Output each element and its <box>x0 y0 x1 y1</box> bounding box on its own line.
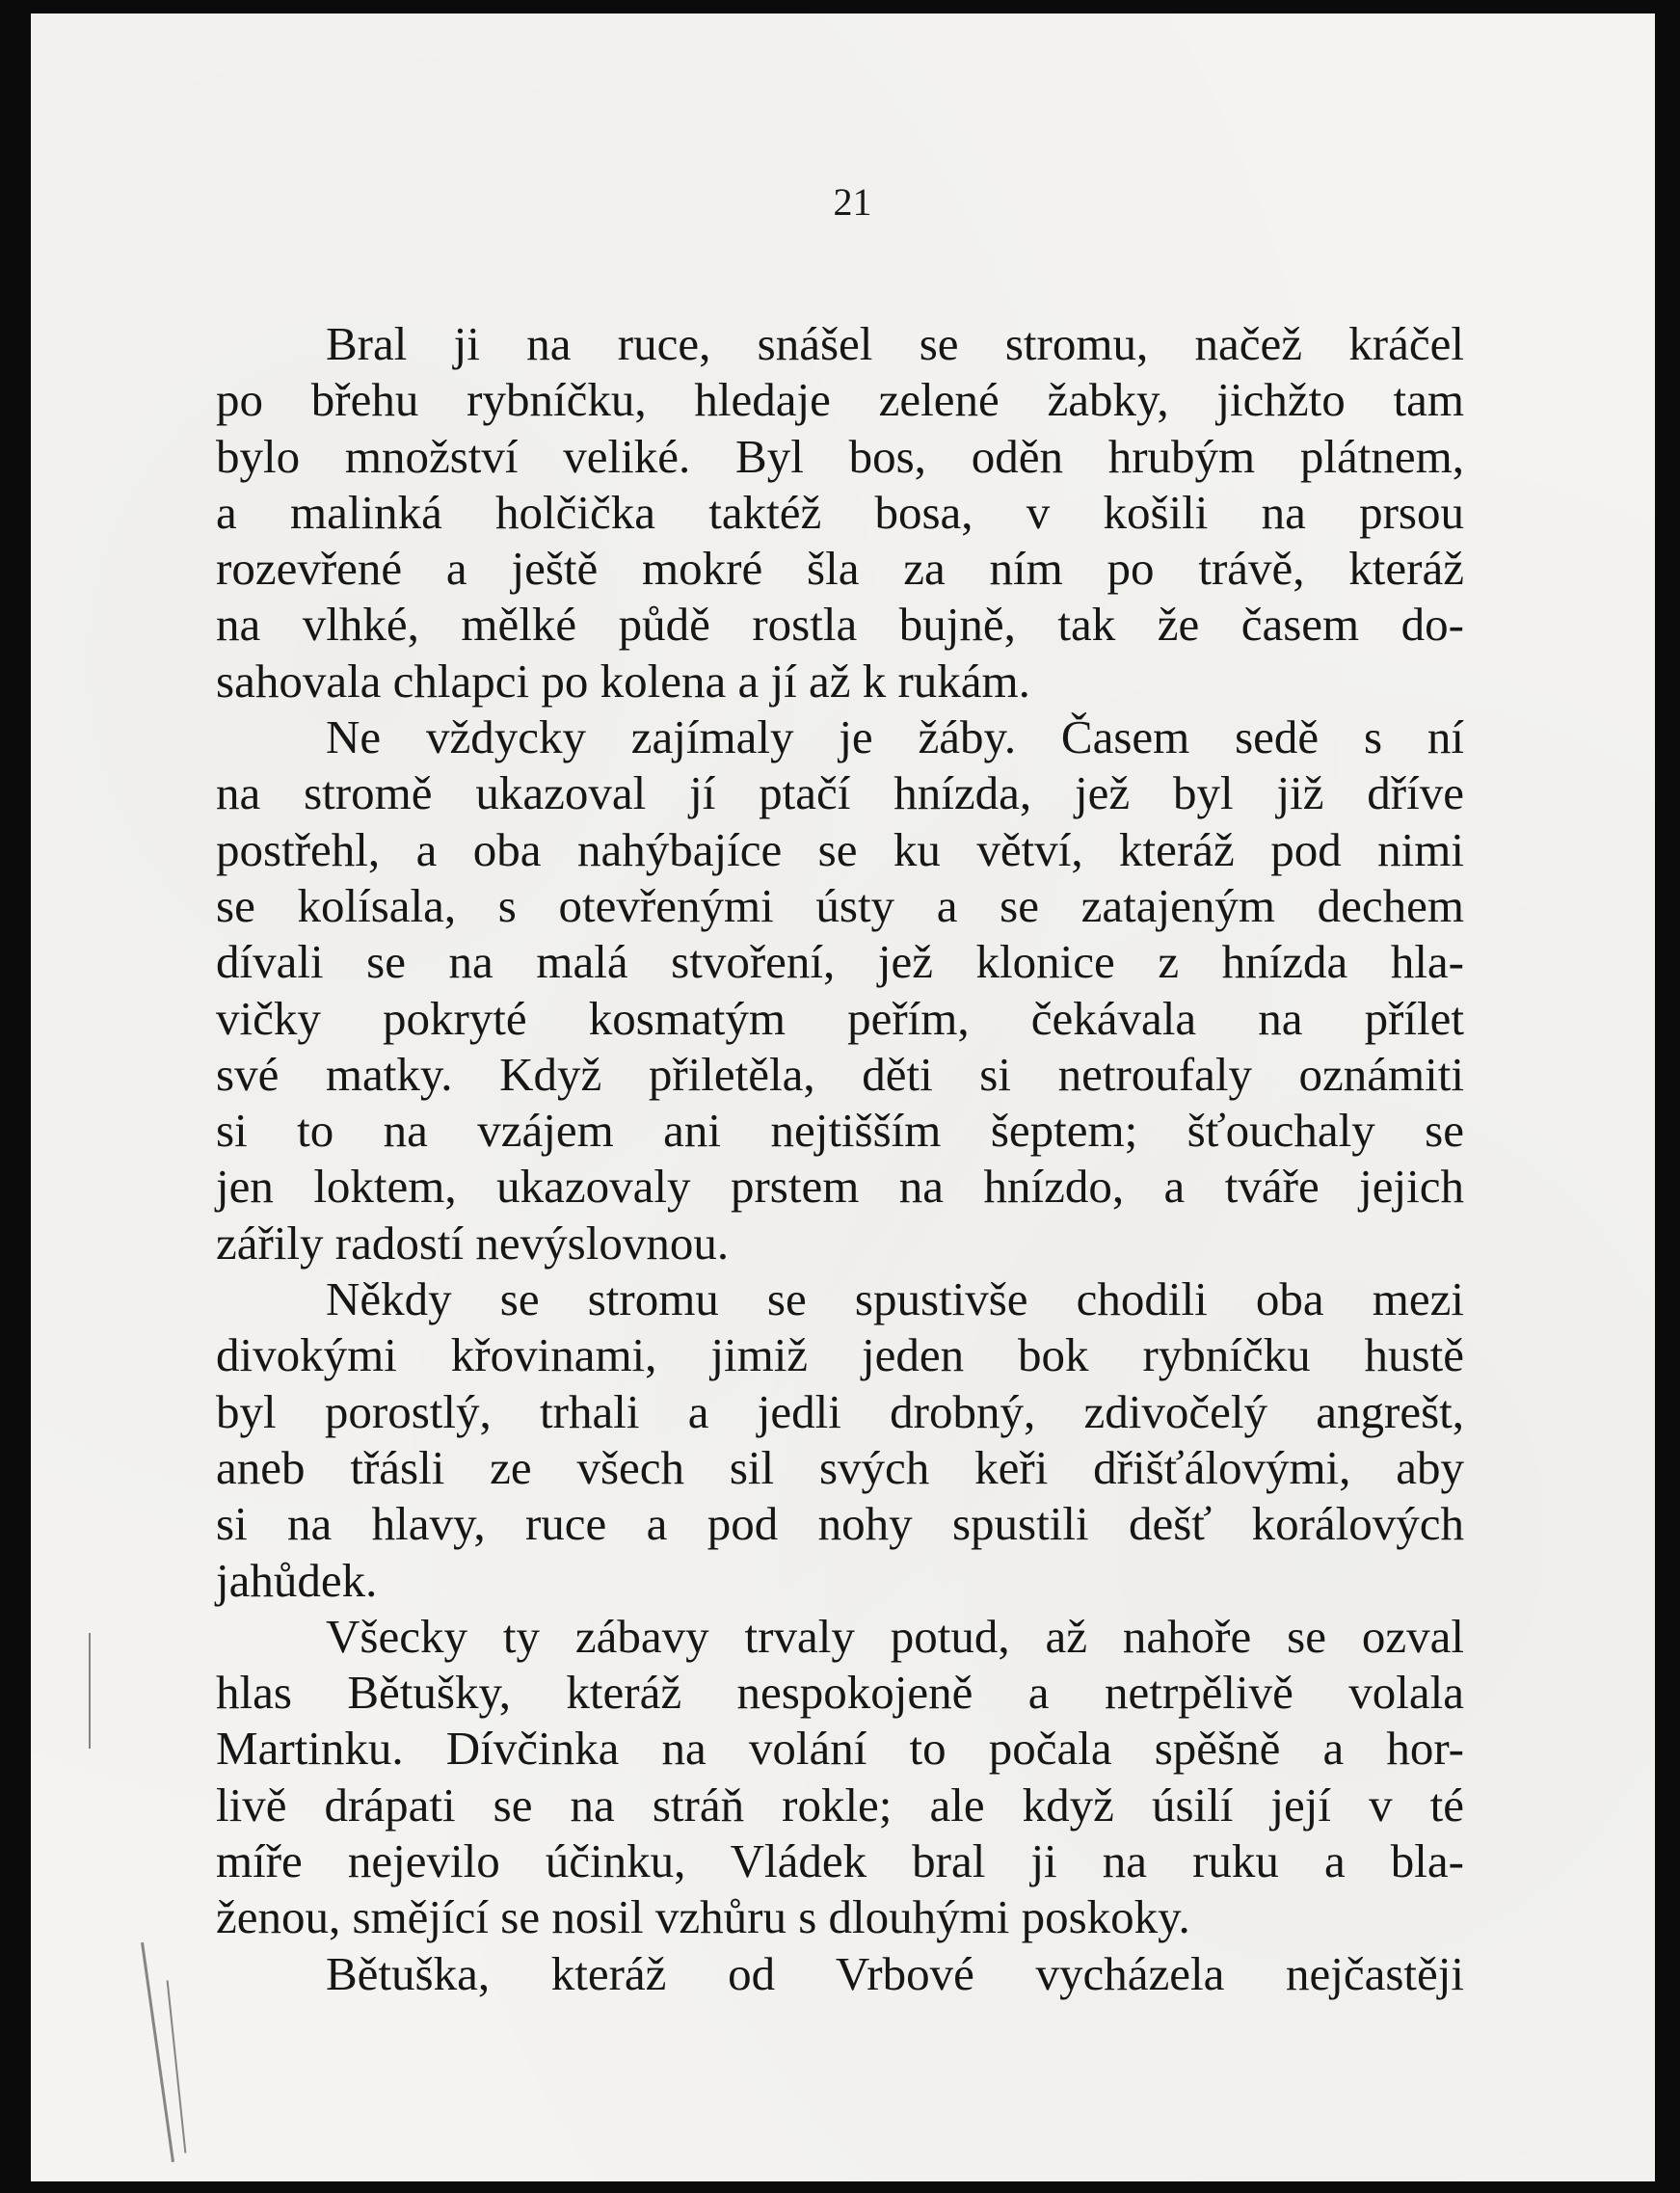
text-line: Někdy se stromu se spustivše chodili oba mezi <box>326 1272 1464 1326</box>
text-line: divokými křovinami, jimiž jeden bok rybníčku hustě <box>216 1328 1464 1382</box>
scan-artifact <box>141 1942 174 2162</box>
text-line: na stromě ukazoval jí ptačí hnízda, jež byl již dříve <box>216 766 1464 820</box>
text-line: jen loktem, ukazovaly prstem na hnízdo, a tváře jejich <box>216 1160 1464 1214</box>
text-line: své matky. Když přiletěla, děti si netroufaly oznámiti <box>216 1047 1464 1101</box>
text-line: jahůdek. <box>216 1553 378 1607</box>
body-text <box>216 316 1464 2002</box>
paragraph-1 <box>216 316 1464 709</box>
text-line: Bral ji na ruce, snášel se stromu, načež kráčel <box>326 317 1464 370</box>
text-line: na vlhké, mělké půdě rostla bujně, tak že časem do- <box>216 598 1464 652</box>
text-line: sahovala chlapci po kolena a jí až k rukám. <box>216 654 1030 708</box>
text-line: byl porostlý, trhali a jedli drobný, zdivočelý angrešt, <box>216 1384 1464 1438</box>
text-line: rozevřené a ještě mokré šla za ním po trávě, kteráž <box>216 542 1464 596</box>
text-line: si na hlavy, ruce a pod nohy spustili dešť korálových <box>216 1497 1464 1551</box>
text-line: aneb třásli ze všech sil svých keři dřišťálovými, aby <box>216 1440 1464 1494</box>
text-line: a malinká holčička taktéž bosa, v košili na prsou <box>216 485 1464 539</box>
text-line: Ne vždycky zajímaly je žáby. Časem sedě s ní <box>326 710 1464 764</box>
text-line: míře nejevilo účinku, Vládek bral ji na ruku a bla- <box>216 1834 1464 1888</box>
text-line: se kolísala, s otevřenými ústy a se zatajeným dechem <box>216 878 1464 932</box>
text-line: Všecky ty zábavy trvaly potud, až nahoře se ozval <box>326 1609 1464 1663</box>
page-number: 21 <box>833 180 872 224</box>
text-line: si to na vzájem ani nejtišším šeptem; šťouchaly se <box>216 1104 1464 1158</box>
text-line: Bětuška, kteráž od Vrbové vycházela nejčastěji <box>326 1946 1464 2000</box>
text-line: hlas Bětušky, kteráž nespokojeně a netrpělivě volala <box>216 1666 1464 1720</box>
text-line: livě drápati se na stráň rokle; ale když úsilí její v té <box>216 1778 1464 1832</box>
scan-artifact <box>89 1633 91 1749</box>
text-line: dívali se na malá stvoření, jež klonice z hnízda hla- <box>216 935 1464 989</box>
text-line: zářily radostí nevýslovnou. <box>216 1216 730 1270</box>
paragraph-5 <box>216 1946 1464 2002</box>
text-line: postřehl, a oba nahýbajíce se ku větví, kteráž pod nimi <box>216 822 1464 876</box>
text-line: po břehu rybníčku, hledaje zelené žabky, jichžto tam <box>216 373 1464 427</box>
text-line: vičky pokryté kosmatým peřím, čekávala na přílet <box>216 991 1464 1045</box>
text-line: ženou, smějící se nosil vzhůru s dlouhými poskoky. <box>216 1890 1190 1944</box>
text-line: Martinku. Dívčinka na volání to počala spěšně a hor- <box>216 1722 1464 1776</box>
paragraph-2 <box>216 709 1464 1271</box>
paragraph-4 <box>216 1609 1464 1946</box>
paragraph-3 <box>216 1271 1464 1609</box>
text-line: bylo množství veliké. Byl bos, oděn hrubým plátnem, <box>216 429 1464 483</box>
